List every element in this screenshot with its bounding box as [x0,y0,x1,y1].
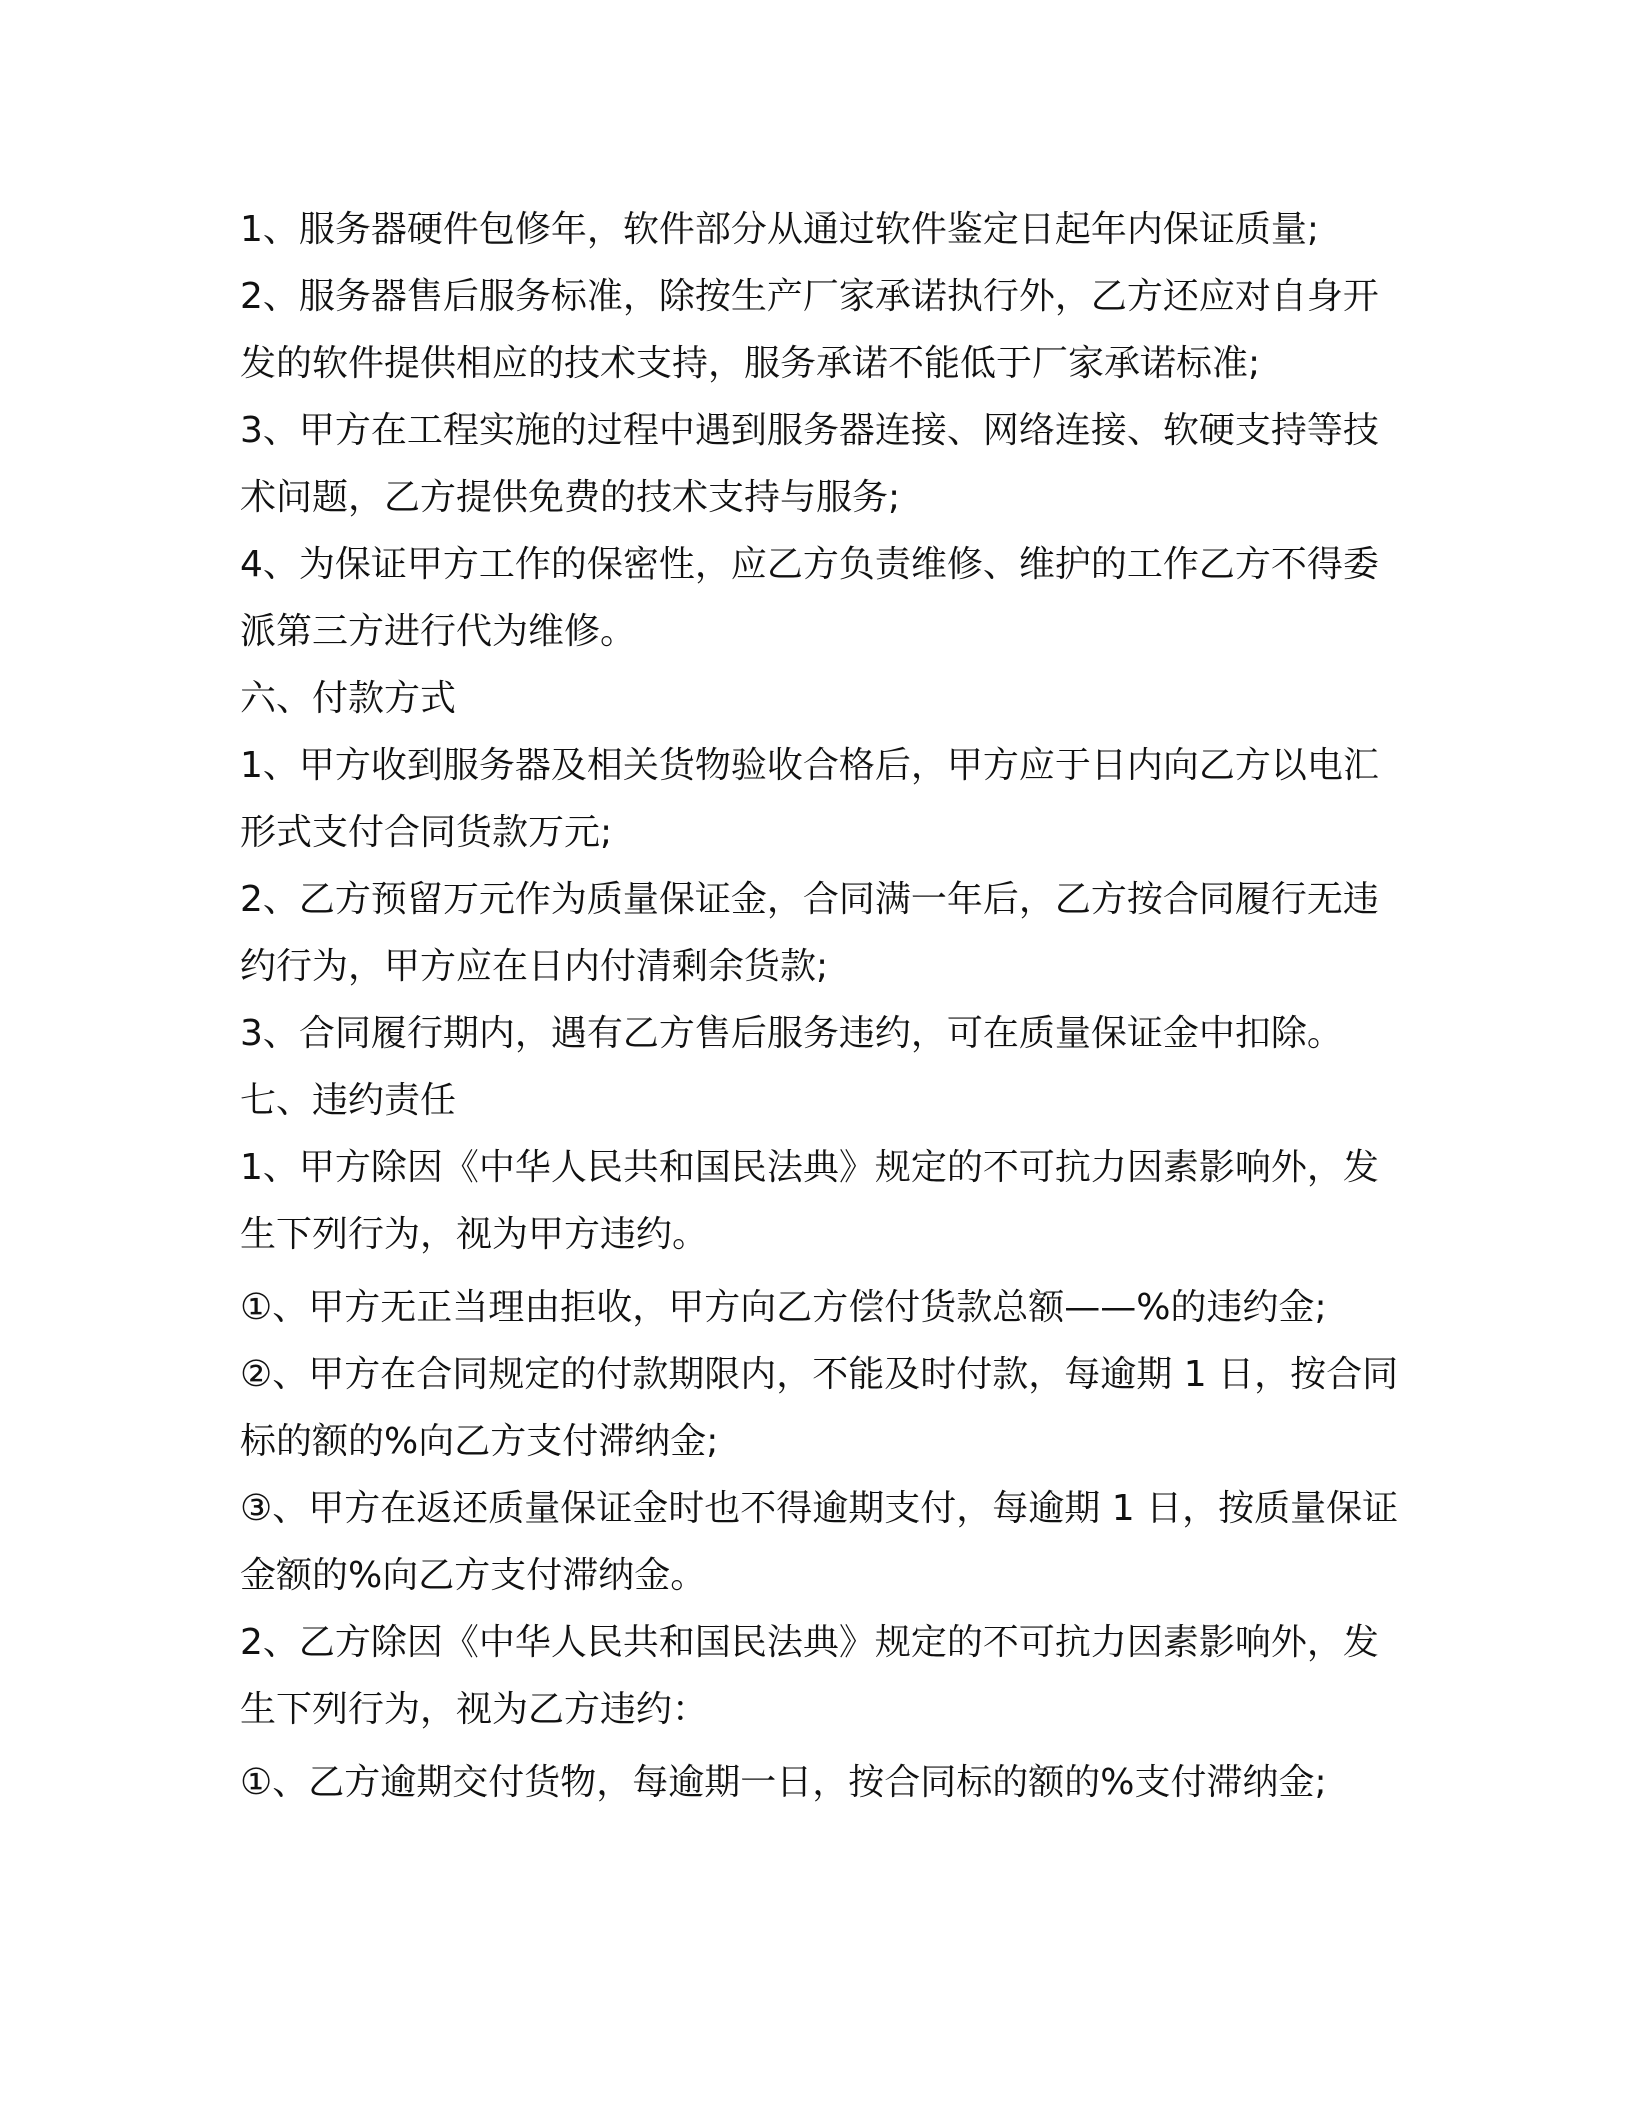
paragraph-warranty-1: 1、服务器硬件包修年，软件部分从通过软件鉴定日起年内保证质量; [240,209,1320,250]
paragraph-liability-a-item-1: ①、甲方无正当理由拒收，甲方向乙方偿付货款总额——%的违约金; [240,1287,1327,1328]
section-heading-liability: 七、违约责任 [240,1080,457,1121]
paragraph-liability-party-b: 2、乙方除因《中华人民共和国民法典》规定的不可抗力因素影响外，发生下列行为，视为乙方违约： [240,1622,1379,1730]
paragraph-liability-party-a: 1、甲方除因《中华人民共和国民法典》规定的不可抗力因素影响外，发生下列行为，视为甲方违约。 [240,1147,1379,1255]
paragraph-liability-a-item-3: ③、甲方在返还质量保证金时也不得逾期支付，每逾期 1 日，按质量保证金额的%向乙方支付滞纳金。 [240,1488,1399,1596]
paragraph-payment-1: 1、甲方收到服务器及相关货物验收合格后，甲方应于日内向乙方以电汇形式支付合同货款万元; [240,745,1379,853]
paragraph-warranty-3: 3、甲方在工程实施的过程中遇到服务器连接、网络连接、软硬支持等技术问题，乙方提供免费的技术支持与服务; [240,410,1379,518]
section-heading-payment: 六、付款方式 [240,678,457,719]
paragraph-warranty-4: 4、为保证甲方工作的保密性，应乙方负责维修、维护的工作乙方不得委派第三方进行代为维修。 [240,544,1379,652]
paragraph-liability-a-item-2: ②、甲方在合同规定的付款期限内，不能及时付款，每逾期 1 日，按合同标的额的%向乙方支付滞纳金; [240,1354,1399,1462]
paragraph-warranty-2: 2、服务器售后服务标准，除按生产厂家承诺执行外，乙方还应对自身开发的软件提供相应的技术支持，服务承诺不能低于厂家承诺标准; [240,276,1379,384]
document-body [240,196,1400,1816]
paragraph-payment-3: 3、合同履行期内，遇有乙方售后服务违约，可在质量保证金中扣除。 [240,1013,1343,1054]
paragraph-liability-b-item-1: ①、乙方逾期交付货物，每逾期一日，按合同标的额的%支付滞纳金; [240,1762,1327,1803]
paragraph-payment-2: 2、乙方预留万元作为质量保证金，合同满一年后，乙方按合同履行无违约行为，甲方应在日内付清剩余货款; [240,879,1379,987]
